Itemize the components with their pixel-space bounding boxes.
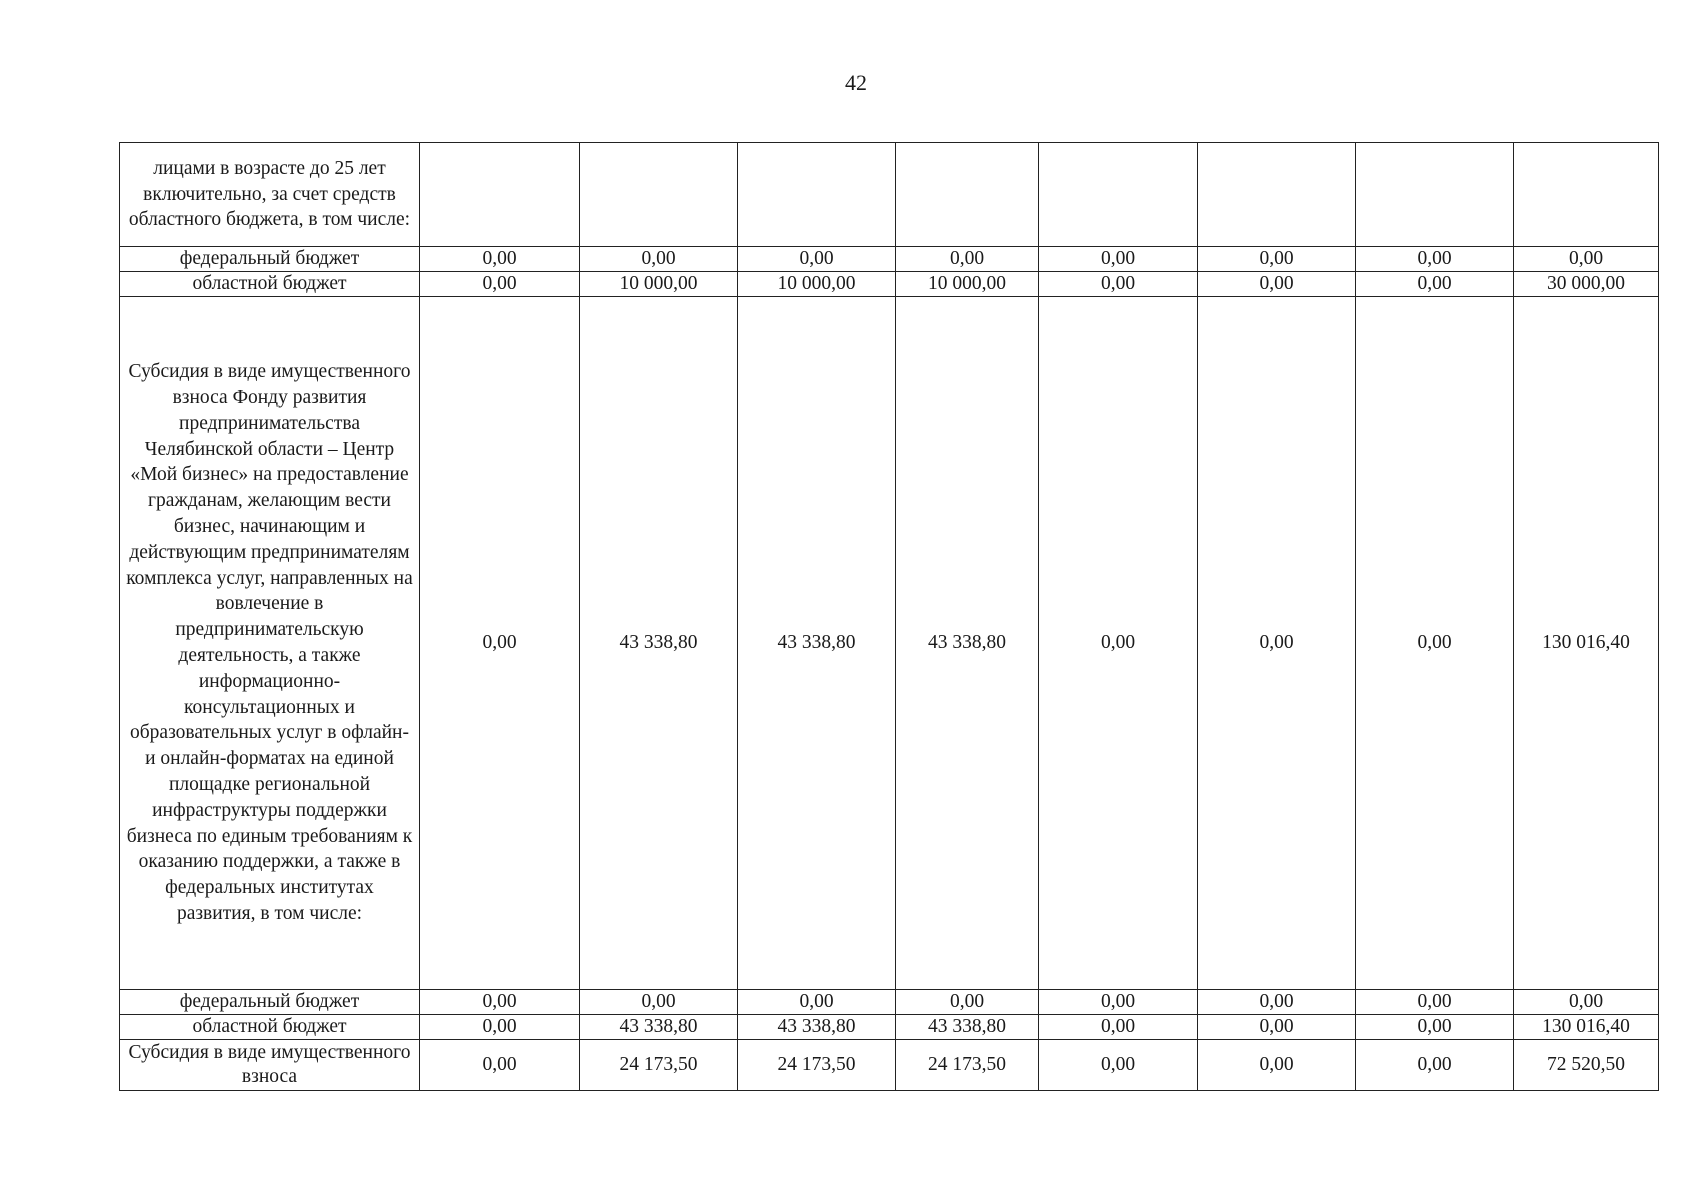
row-label: федеральный бюджет xyxy=(120,247,420,272)
row-label: областной бюджет xyxy=(120,272,420,297)
value-cell: 24 173,50 xyxy=(896,1040,1039,1091)
value-cell: 0,00 xyxy=(1198,297,1356,990)
value-cell: 10 000,00 xyxy=(580,272,738,297)
value-cell: 0,00 xyxy=(896,990,1039,1015)
table-row xyxy=(120,990,1659,1015)
value-cell xyxy=(1356,143,1514,247)
value-cell: 43 338,80 xyxy=(580,297,738,990)
value-cell xyxy=(580,143,738,247)
value-cell: 0,00 xyxy=(1198,990,1356,1015)
row-label: федеральный бюджет xyxy=(120,990,420,1015)
table-row xyxy=(120,272,1659,297)
value-cell: 10 000,00 xyxy=(738,272,896,297)
value-cell xyxy=(896,143,1039,247)
value-cell: 0,00 xyxy=(1198,247,1356,272)
row-label-text: Субсидия в виде имущественного взноса xyxy=(128,1042,411,1087)
value-cell: 0,00 xyxy=(420,990,580,1015)
value-cell: 0,00 xyxy=(580,990,738,1015)
value-cell xyxy=(738,143,896,247)
value-cell: 0,00 xyxy=(1039,1015,1198,1040)
value-cell: 0,00 xyxy=(1198,1040,1356,1091)
value-cell: 0,00 xyxy=(420,1040,580,1091)
value-cell xyxy=(1198,143,1356,247)
value-cell: 0,00 xyxy=(1039,990,1198,1015)
value-cell: 43 338,80 xyxy=(738,297,896,990)
value-cell: 10 000,00 xyxy=(896,272,1039,297)
table-row xyxy=(120,1015,1659,1040)
value-cell: 0,00 xyxy=(420,272,580,297)
budget-table xyxy=(119,142,1659,1091)
value-cell: 0,00 xyxy=(738,990,896,1015)
value-cell xyxy=(1514,143,1659,247)
value-cell: 0,00 xyxy=(420,247,580,272)
value-cell: 0,00 xyxy=(738,247,896,272)
row-label xyxy=(120,1040,420,1091)
row-label xyxy=(120,143,420,247)
row-label: областной бюджет xyxy=(120,1015,420,1040)
value-cell xyxy=(420,143,580,247)
value-cell: 24 173,50 xyxy=(738,1040,896,1091)
table-row xyxy=(120,247,1659,272)
value-cell: 43 338,80 xyxy=(896,1015,1039,1040)
value-cell: 0,00 xyxy=(1514,990,1659,1015)
value-cell: 0,00 xyxy=(420,297,580,990)
value-cell: 24 173,50 xyxy=(580,1040,738,1091)
value-cell xyxy=(1039,143,1198,247)
page-number: 42 xyxy=(845,70,867,95)
value-cell: 0,00 xyxy=(1198,1015,1356,1040)
value-cell: 0,00 xyxy=(1039,272,1198,297)
value-cell: 0,00 xyxy=(1198,272,1356,297)
value-cell: 43 338,80 xyxy=(896,297,1039,990)
value-cell: 0,00 xyxy=(1039,297,1198,990)
value-cell: 0,00 xyxy=(1356,990,1514,1015)
value-cell: 0,00 xyxy=(420,1015,580,1040)
value-cell: 0,00 xyxy=(1356,1040,1514,1091)
value-cell: 0,00 xyxy=(1356,1015,1514,1040)
value-cell: 0,00 xyxy=(1356,272,1514,297)
row-label-text: Субсидия в виде имущественного взноса Фонду развития предпринимательства Челябинской области – Центр «Мой бизнес» на предоставление гражданам, желающим вести бизнес, начинающим и действующим предпринимателям комплекса услуг, направленных на вовлечение в предпринимательскую деятельность, а также информационно-консультационных и образовательных услуг в офлайн- и онлайн-форматах на единой площадке региональной инфраструктуры поддержки бизнеса по единым требованиям к оказанию поддержки, а также в федеральных институтах развития, в том числе: xyxy=(126,361,413,924)
row-label xyxy=(120,297,420,990)
value-cell: 72 520,50 xyxy=(1514,1040,1659,1091)
table-row xyxy=(120,143,1659,247)
value-cell: 0,00 xyxy=(1356,247,1514,272)
table-row xyxy=(120,297,1659,990)
table-row xyxy=(120,1040,1659,1091)
value-cell: 0,00 xyxy=(1514,247,1659,272)
value-cell: 0,00 xyxy=(896,247,1039,272)
value-cell: 0,00 xyxy=(1039,247,1198,272)
value-cell: 0,00 xyxy=(580,247,738,272)
value-cell: 130 016,40 xyxy=(1514,1015,1659,1040)
value-cell: 130 016,40 xyxy=(1514,297,1659,990)
value-cell: 30 000,00 xyxy=(1514,272,1659,297)
value-cell: 43 338,80 xyxy=(738,1015,896,1040)
value-cell: 0,00 xyxy=(1356,297,1514,990)
value-cell: 0,00 xyxy=(1039,1040,1198,1091)
row-label-text: лицами в возрасте до 25 лет включительно, за счет средств областного бюджета, в том числе: xyxy=(128,157,411,231)
value-cell: 43 338,80 xyxy=(580,1015,738,1040)
